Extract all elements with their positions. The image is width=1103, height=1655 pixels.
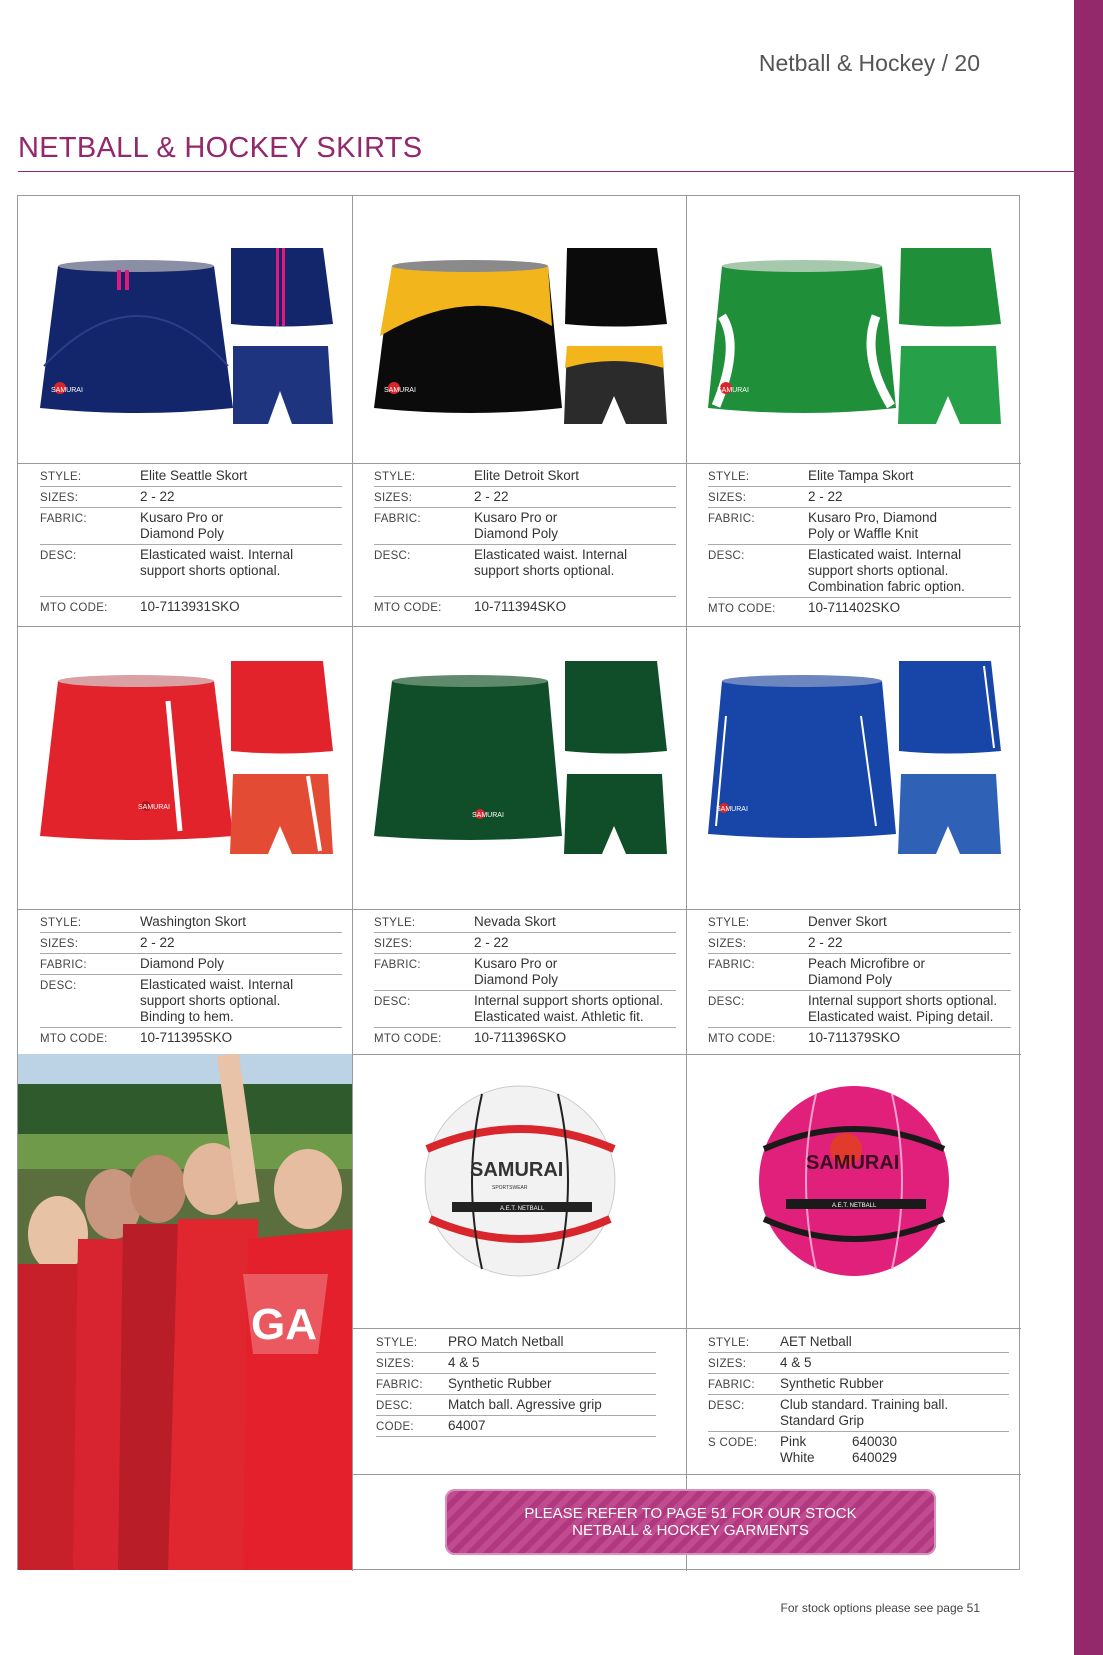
fabric-value: Synthetic Rubber: [780, 1376, 884, 1391]
fabric-label: FABRIC:: [708, 513, 755, 525]
sizes-value: 4 & 5: [448, 1355, 480, 1370]
brand-logo: SAMURAI: [138, 804, 170, 811]
fabric-value: Peach Microfibre or: [808, 956, 926, 971]
code-label: MTO CODE:: [708, 603, 776, 615]
code-value: 640029: [852, 1450, 898, 1465]
brand-logo: SAMURAI: [51, 387, 83, 394]
stock-reference-banner[interactable]: [445, 1489, 936, 1555]
product-card: [18, 626, 352, 1054]
desc-label: DESC:: [374, 550, 411, 562]
desc-label: DESC:: [708, 550, 745, 562]
desc-label: DESC:: [708, 996, 745, 1008]
style-value: Nevada Skort: [474, 914, 556, 929]
style-label: STYLE:: [708, 917, 750, 929]
fabric-value: Kusaro Pro or: [474, 510, 558, 525]
desc-value: Elasticated waist. Piping detail.: [808, 1009, 994, 1024]
desc-label: DESC:: [374, 996, 411, 1008]
sizes-value: 2 - 22: [140, 489, 175, 504]
footer-note: For stock options please see page 51: [780, 1601, 980, 1615]
style-value: Elite Detroit Skort: [474, 468, 580, 483]
fabric-value: Diamond Poly: [140, 956, 225, 971]
grid-divider: [352, 1474, 1021, 1475]
code-label: MTO CODE:: [374, 1033, 442, 1045]
desc-value: support shorts optional.: [140, 993, 281, 1008]
banner-line: PLEASE REFER TO PAGE 51 FOR OUR STOCK: [524, 1505, 857, 1522]
code-label: MTO CODE:: [374, 602, 442, 614]
brand-logo: SAMURAI: [717, 387, 749, 394]
desc-label: DESC:: [40, 980, 77, 992]
code-value: 64007: [448, 1418, 486, 1433]
sizes-value: 2 - 22: [808, 935, 843, 950]
brand-logo: SAMURAI: [716, 806, 748, 813]
sizes-value: 4 & 5: [780, 1355, 812, 1370]
ball-logo: SAMURAI: [470, 1159, 564, 1181]
desc-value: Elasticated waist. Internal: [140, 977, 294, 992]
skort-image: [18, 626, 352, 909]
code-value: 10-711395SKO: [140, 1030, 233, 1045]
style-value: Elite Tampa Skort: [808, 468, 914, 483]
ball-band-text: A.E.T. NETBALL: [500, 1206, 545, 1212]
sizes-label: SIZES:: [708, 938, 747, 950]
product-card: [352, 196, 686, 626]
fabric-value: Kusaro Pro, Diamond: [808, 510, 938, 525]
fabric-value: Diamond Poly: [140, 526, 225, 541]
code-value: 10-711396SKO: [474, 1030, 567, 1045]
skort-image: [686, 196, 1021, 463]
ball-logo: SAMURAI: [806, 1152, 900, 1174]
style-value: Washington Skort: [140, 914, 247, 929]
style-value: Denver Skort: [808, 914, 887, 929]
code-value: 640030: [852, 1434, 898, 1449]
desc-value: Internal support shorts optional.: [808, 993, 998, 1008]
skort-image: [18, 196, 352, 463]
fabric-value: Kusaro Pro or: [140, 510, 224, 525]
code-value: 10-711379SKO: [808, 1030, 901, 1045]
code-label: MTO CODE:: [708, 1033, 776, 1045]
code-value: 10-7113931SKO: [140, 599, 240, 614]
desc-value: Binding to hem.: [140, 1009, 234, 1024]
code-label: S CODE:: [708, 1437, 758, 1449]
code-color: White: [780, 1450, 815, 1465]
title-rule: [18, 171, 1074, 172]
brand-logo: SAMURAI: [472, 812, 504, 819]
product-card: [686, 196, 1021, 626]
code-label: MTO CODE:: [40, 1033, 108, 1045]
desc-value: Elasticated waist. Internal: [474, 547, 628, 562]
bib-text: GA: [251, 1300, 317, 1349]
skort-image: [352, 626, 686, 909]
fabric-value: Kusaro Pro or: [474, 956, 558, 971]
netball-image: [352, 1054, 686, 1328]
desc-label: DESC:: [708, 1400, 745, 1412]
product-card: [18, 196, 352, 626]
skort-image: [352, 196, 686, 463]
style-value: PRO Match Netball: [448, 1334, 564, 1349]
desc-value: Elasticated waist. Athletic fit.: [474, 1009, 644, 1024]
section-title: NETBALL & HOCKEY SKIRTS: [18, 132, 423, 164]
product-card: [352, 626, 686, 1054]
code-value: 10-711402SKO: [808, 600, 901, 615]
code-label: CODE:: [376, 1421, 414, 1433]
sizes-label: SIZES:: [374, 492, 413, 504]
desc-value: Standard Grip: [780, 1413, 865, 1428]
sizes-value: 2 - 22: [474, 935, 509, 950]
sizes-label: SIZES:: [376, 1358, 415, 1370]
fabric-label: FABRIC:: [40, 513, 87, 525]
desc-value: support shorts optional.: [474, 563, 615, 578]
desc-value: Combination fabric option.: [808, 579, 965, 594]
desc-value: Elasticated waist. Internal: [808, 547, 962, 562]
team-photo: [18, 1054, 352, 1570]
ball-logo-sub: SPORTSWEAR: [492, 1185, 528, 1191]
side-color-bar: [1074, 0, 1103, 1655]
style-value: AET Netball: [780, 1334, 852, 1349]
style-value: Elite Seattle Skort: [140, 468, 248, 483]
desc-label: DESC:: [40, 550, 77, 562]
fabric-label: FABRIC:: [374, 959, 421, 971]
fabric-value: Diamond Poly: [474, 526, 559, 541]
fabric-label: FABRIC:: [374, 513, 421, 525]
fabric-value: Synthetic Rubber: [448, 1376, 552, 1391]
fabric-label: FABRIC:: [708, 959, 755, 971]
desc-value: Elasticated waist. Internal: [140, 547, 294, 562]
desc-value: Match ball. Agressive grip: [448, 1397, 602, 1412]
sizes-label: SIZES:: [708, 1358, 747, 1370]
style-label: STYLE:: [40, 471, 82, 483]
style-label: STYLE:: [374, 471, 416, 483]
fabric-label: FABRIC:: [708, 1379, 755, 1391]
style-label: STYLE:: [376, 1337, 418, 1349]
style-label: STYLE:: [708, 1337, 750, 1349]
product-card: [686, 626, 1021, 1054]
desc-value: Club standard. Training ball.: [780, 1397, 949, 1412]
style-label: STYLE:: [708, 471, 750, 483]
netball-image: [686, 1054, 1021, 1328]
banner-line: NETBALL & HOCKEY GARMENTS: [572, 1522, 809, 1539]
product-grid: [17, 195, 1020, 1570]
fabric-value: Diamond Poly: [808, 972, 893, 987]
ball-card: [352, 1054, 686, 1474]
sizes-value: 2 - 22: [808, 489, 843, 504]
desc-value: Internal support shorts optional.: [474, 993, 664, 1008]
sizes-label: SIZES:: [708, 492, 747, 504]
desc-label: DESC:: [376, 1400, 413, 1412]
code-label: MTO CODE:: [40, 602, 108, 614]
fabric-value: Diamond Poly: [474, 972, 559, 987]
code-color: Pink: [780, 1434, 807, 1449]
fabric-value: Poly or Waffle Knit: [808, 526, 919, 541]
style-label: STYLE:: [374, 917, 416, 929]
ball-band-text: A.E.T. NETBALL: [832, 1203, 877, 1209]
code-value: 10-711394SKO: [474, 599, 567, 614]
desc-value: support shorts optional.: [808, 563, 949, 578]
sizes-label: SIZES:: [40, 492, 79, 504]
team-photo-illustration: [18, 1054, 352, 1570]
fabric-label: FABRIC:: [40, 959, 87, 971]
fabric-label: FABRIC:: [376, 1379, 423, 1391]
ball-card: [686, 1054, 1021, 1474]
sizes-label: SIZES:: [40, 938, 79, 950]
sizes-value: 2 - 22: [140, 935, 175, 950]
page-header: Netball & Hockey / 20: [758, 50, 980, 76]
sizes-label: SIZES:: [374, 938, 413, 950]
sizes-value: 2 - 22: [474, 489, 509, 504]
desc-value: support shorts optional.: [140, 563, 281, 578]
brand-logo: SAMURAI: [384, 387, 416, 394]
style-label: STYLE:: [40, 917, 82, 929]
skort-image: [686, 626, 1021, 909]
